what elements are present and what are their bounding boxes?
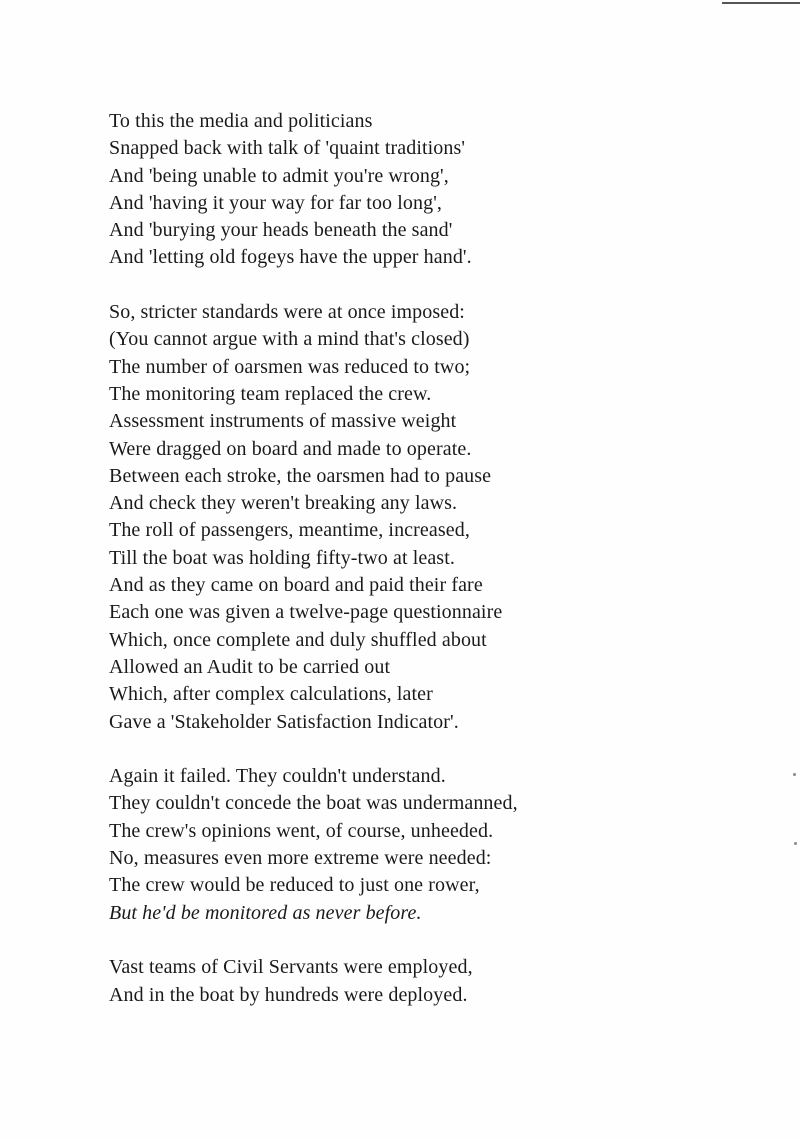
poem-line: And 'letting old fogeys have the upper hand'. (109, 246, 472, 269)
poem-line: And in the boat by hundreds were deployed. (109, 983, 468, 1006)
poem-line: Snapped back with talk of 'quaint traditions' (109, 137, 466, 160)
poem-line: Which, once complete and duly shuffled about (109, 628, 487, 651)
poem-line: The crew would be reduced to just one rower, (109, 874, 480, 897)
poem-line: The number of oarsmen was reduced to two; (109, 355, 471, 378)
poem-line: (You cannot argue with a mind that's closed) (109, 328, 470, 351)
poem-body (109, 108, 709, 1036)
poem-line: And check they weren't breaking any laws. (109, 492, 458, 515)
poem-line: Allowed an Audit to be carried out (109, 655, 391, 678)
poem-line: They couldn't concede the boat was undermanned, (109, 792, 518, 815)
stanza-2 (109, 299, 709, 736)
poem-line: Which, after complex calculations, later (109, 683, 433, 706)
poem-line: But he'd be monitored as never before. (109, 901, 422, 924)
poem-line: The monitoring team replaced the crew. (109, 382, 432, 405)
stanza-3 (109, 763, 709, 927)
stanza-4 (109, 954, 709, 1009)
poem-line: Till the boat was holding fifty-two at least. (109, 546, 455, 569)
poem-line: Vast teams of Civil Servants were employed, (109, 956, 473, 979)
stanza-1 (109, 108, 709, 272)
poem-line: And as they came on board and paid their fare (109, 574, 483, 597)
poem-line: Each one was given a twelve-page questionnaire (109, 601, 503, 624)
poem-line: Gave a 'Stakeholder Satisfaction Indicator'. (109, 710, 459, 733)
poem-line: The crew's opinions went, of course, unheeded. (109, 819, 494, 842)
poem-line: And 'burying your heads beneath the sand' (109, 219, 453, 242)
scan-speck (794, 842, 797, 845)
poem-line: The roll of passengers, meantime, increased, (109, 519, 470, 542)
poem-line: Again it failed. They couldn't understand. (109, 765, 446, 788)
poem-line: And 'having it your way for far too long', (109, 191, 443, 214)
poem-line: Between each stroke, the oarsmen had to pause (109, 464, 492, 487)
top-edge-rule (722, 2, 800, 4)
poem-line: Assessment instruments of massive weight (109, 410, 457, 433)
poem-line: And 'being unable to admit you're wrong', (109, 164, 449, 187)
poem-line: No, measures even more extreme were needed: (109, 847, 492, 870)
poem-line: To this the media and politicians (109, 110, 373, 132)
poem-line: Were dragged on board and made to operate. (109, 437, 472, 460)
scan-speck (793, 773, 796, 776)
poem-line: So, stricter standards were at once imposed: (109, 301, 465, 324)
